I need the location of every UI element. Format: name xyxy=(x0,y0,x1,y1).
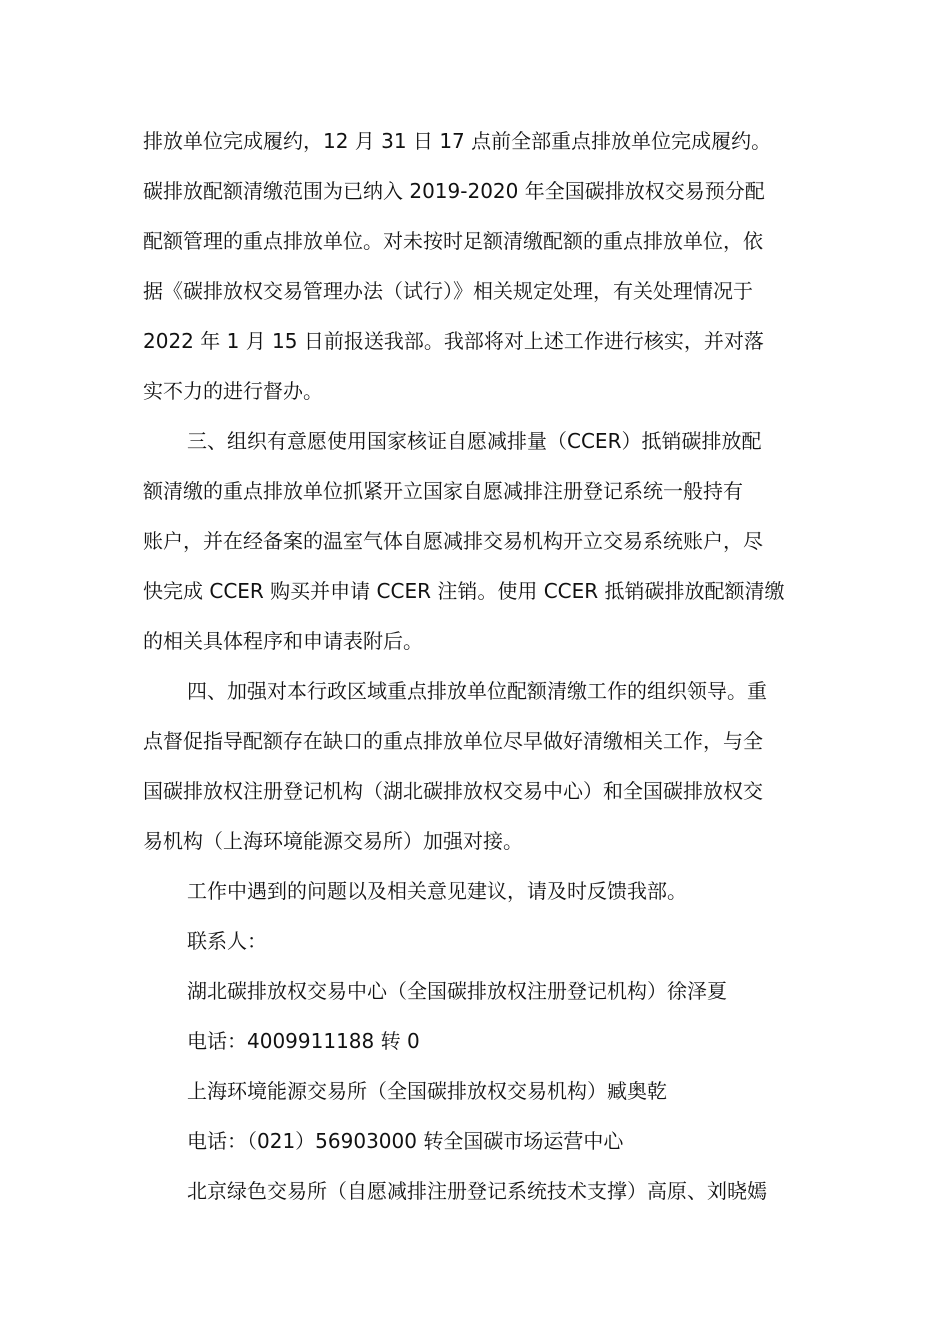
text-line-1: 排放单位完成履约，12 月 31 日 17 点前全部重点排放单位完成履约。 xyxy=(143,129,772,153)
text-line-3: 配额管理的重点排放单位。对未按时足额清缴配额的重点排放单位，依 xyxy=(143,229,763,253)
text-line-2: 碳排放配额清缴范围为已纳入 2019-2020 年全国碳排放权交易预分配 xyxy=(143,179,765,203)
paragraph-4-line-2: 点督促指导配额存在缺口的重点排放单位尽早做好清缴相关工作，与全 xyxy=(143,729,763,753)
paragraph-3-line-2: 额清缴的重点排放单位抓紧开立国家自愿减排注册登记系统一般持有 xyxy=(143,479,743,503)
paragraph-3-line-4: 快完成 CCER 购买并申请 CCER 注销。使用 CCER 抵销碳排放配额清缴 xyxy=(143,579,785,603)
paragraph-3-line-1: 三、组织有意愿使用国家核证自愿减排量（CCER）抵销碳排放配 xyxy=(187,429,762,453)
paragraph-3-line-3: 账户，并在经备案的温室气体自愿减排交易机构开立交易系统账户，尽 xyxy=(143,529,763,553)
contact-beijing: 北京绿色交易所（自愿减排注册登记系统技术支撑）高原、刘晓嫣 xyxy=(187,1179,767,1203)
paragraph-4-line-1: 四、加强对本行政区域重点排放单位配额清缴工作的组织领导。重 xyxy=(187,679,767,703)
contact-shanghai: 上海环境能源交易所（全国碳排放权交易机构）臧奥乾 xyxy=(187,1079,667,1103)
text-line-5: 2022 年 1 月 15 日前报送我部。我部将对上述工作进行核实，并对落 xyxy=(143,329,764,353)
paragraph-4-line-4: 易机构（上海环境能源交易所）加强对接。 xyxy=(143,829,523,853)
paragraph-3-line-5: 的相关具体程序和申请表附后。 xyxy=(143,629,423,653)
text-line-4: 据《碳排放权交易管理办法（试行）》相关规定处理，有关处理情况于 xyxy=(143,279,753,303)
phone-hubei: 电话：4009911188 转 0 xyxy=(187,1029,420,1053)
contact-heading: 联系人： xyxy=(187,929,267,953)
phone-shanghai: 电话：（021）56903000 转全国碳市场运营中心 xyxy=(187,1129,624,1153)
feedback-line: 工作中遇到的问题以及相关意见建议，请及时反馈我部。 xyxy=(187,879,687,903)
contact-hubei: 湖北碳排放权交易中心（全国碳排放权注册登记机构）徐泽夏 xyxy=(187,979,727,1003)
text-line-6: 实不力的进行督办。 xyxy=(143,379,323,403)
paragraph-4-line-3: 国碳排放权注册登记机构（湖北碳排放权交易中心）和全国碳排放权交 xyxy=(143,779,763,803)
